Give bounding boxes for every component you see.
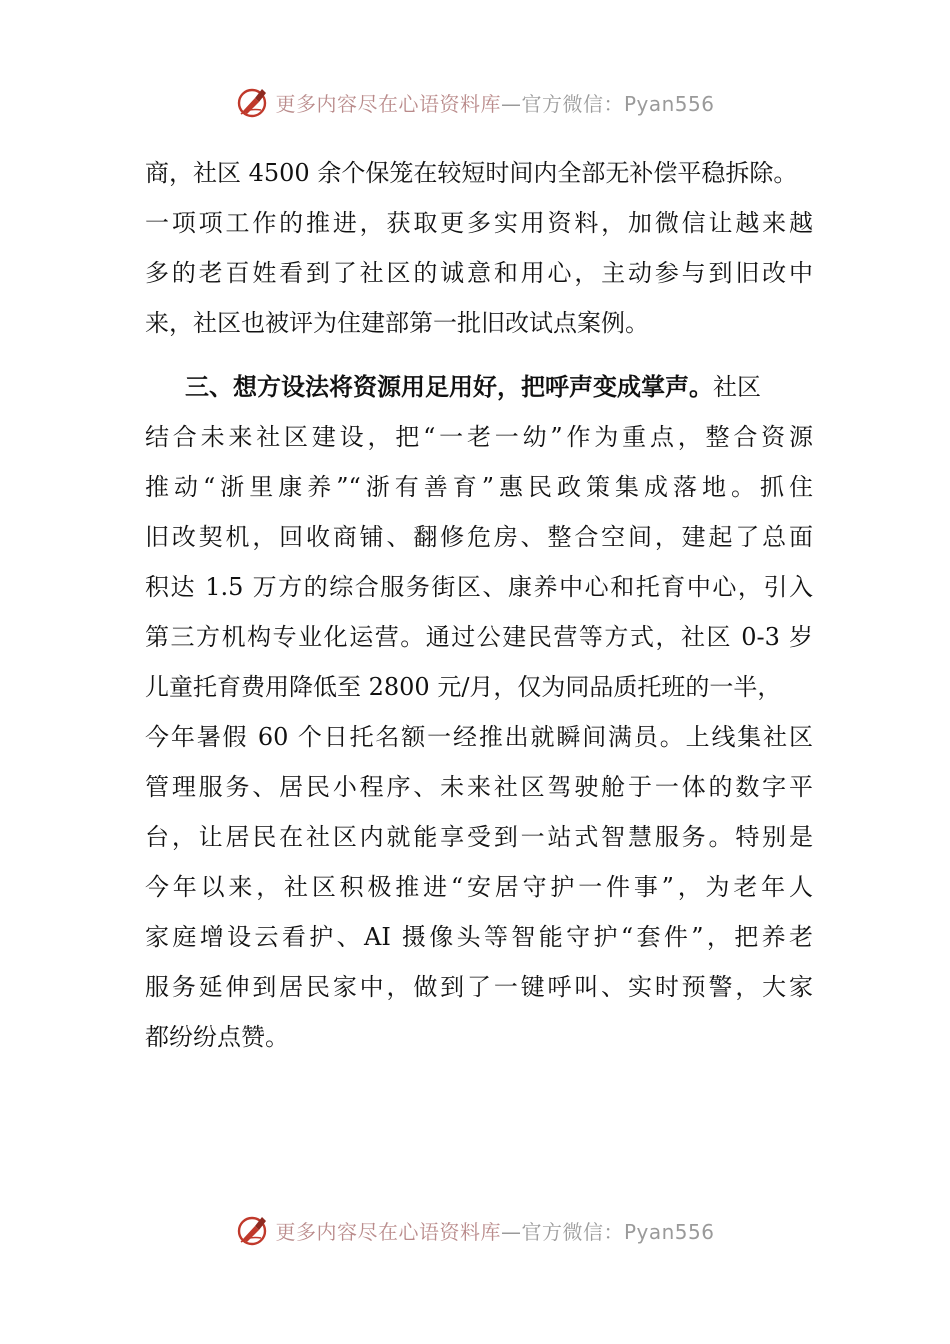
text-line: 第三方机构专业化运营。通过公建民营等方式，社区 0-3 岁 xyxy=(145,623,813,651)
text-line: 结合未来社区建设，把“一老一幼”作为重点，整合资源 xyxy=(145,423,813,451)
section-heading-line xyxy=(145,362,813,412)
text-line: 台，让居民在社区内就能享受到一站式智慧服务。特别是 xyxy=(145,823,813,851)
pen-logo-icon xyxy=(235,84,271,120)
text-line: 多的老百姓看到了社区的诚意和用心，主动参与到旧改中 xyxy=(145,259,813,287)
header-official: 官方微信：Pyan556 xyxy=(521,91,715,116)
text-line: 服务延伸到居民家中，做到了一键呼叫、实时预警，大家 xyxy=(145,973,813,1001)
paragraph-1 xyxy=(145,148,813,348)
header-dash: — xyxy=(500,91,522,116)
footer-text xyxy=(275,1216,714,1245)
text-line: 旧改契机，回收商铺、翻修危房、整合空间，建起了总面 xyxy=(145,523,813,551)
header-banner xyxy=(0,82,950,122)
footer-banner xyxy=(0,1210,950,1250)
header-text xyxy=(275,88,714,117)
footer-dash: — xyxy=(500,1219,522,1244)
text-line: 管理服务、居民小程序、未来社区驾驶舱于一体的数字平 xyxy=(145,773,813,801)
text-line: 推动“浙里康养”“浙有善育”惠民政策集成落地。抓住 xyxy=(145,473,813,501)
footer-brand: 更多内容尽在心语资料库 xyxy=(275,1219,501,1244)
text-line: 商，社区 4500 余个保笼在较短时间内全部无补偿平稳拆除。 xyxy=(145,159,798,187)
paragraph-2 xyxy=(145,362,813,1062)
section-heading: 三、想方设法将资源用足用好，把呼声变成掌声。 xyxy=(185,372,713,401)
header-brand: 更多内容尽在心语资料库 xyxy=(275,91,501,116)
text-line: 一项项工作的推进，获取更多实用资料，加微信让越来越 xyxy=(145,209,813,237)
text-line: 今年暑假 60 个日托名额一经推出就瞬间满员。上线集社区 xyxy=(145,723,813,751)
text-line: 积达 1.5 万方的综合服务街区、康养中心和托育中心，引入 xyxy=(145,573,813,601)
pen-logo-icon xyxy=(235,1212,271,1248)
heading-tail: 社区 xyxy=(713,373,761,401)
text-line: 都纷纷点赞。 xyxy=(145,1023,289,1051)
footer-official: 官方微信：Pyan556 xyxy=(521,1219,715,1244)
text-line: 今年以来，社区积极推进“安居守护一件事”，为老年人 xyxy=(145,873,813,901)
document-body xyxy=(145,148,813,1062)
text-line: 家庭增设云看护、AI 摄像头等智能守护“套件”，把养老 xyxy=(145,923,813,951)
text-line: 来，社区也被评为住建部第一批旧改试点案例。 xyxy=(145,309,649,337)
text-line: 儿童托育费用降低至 2800 元/月，仅为同品质托班的一半， xyxy=(145,673,782,701)
